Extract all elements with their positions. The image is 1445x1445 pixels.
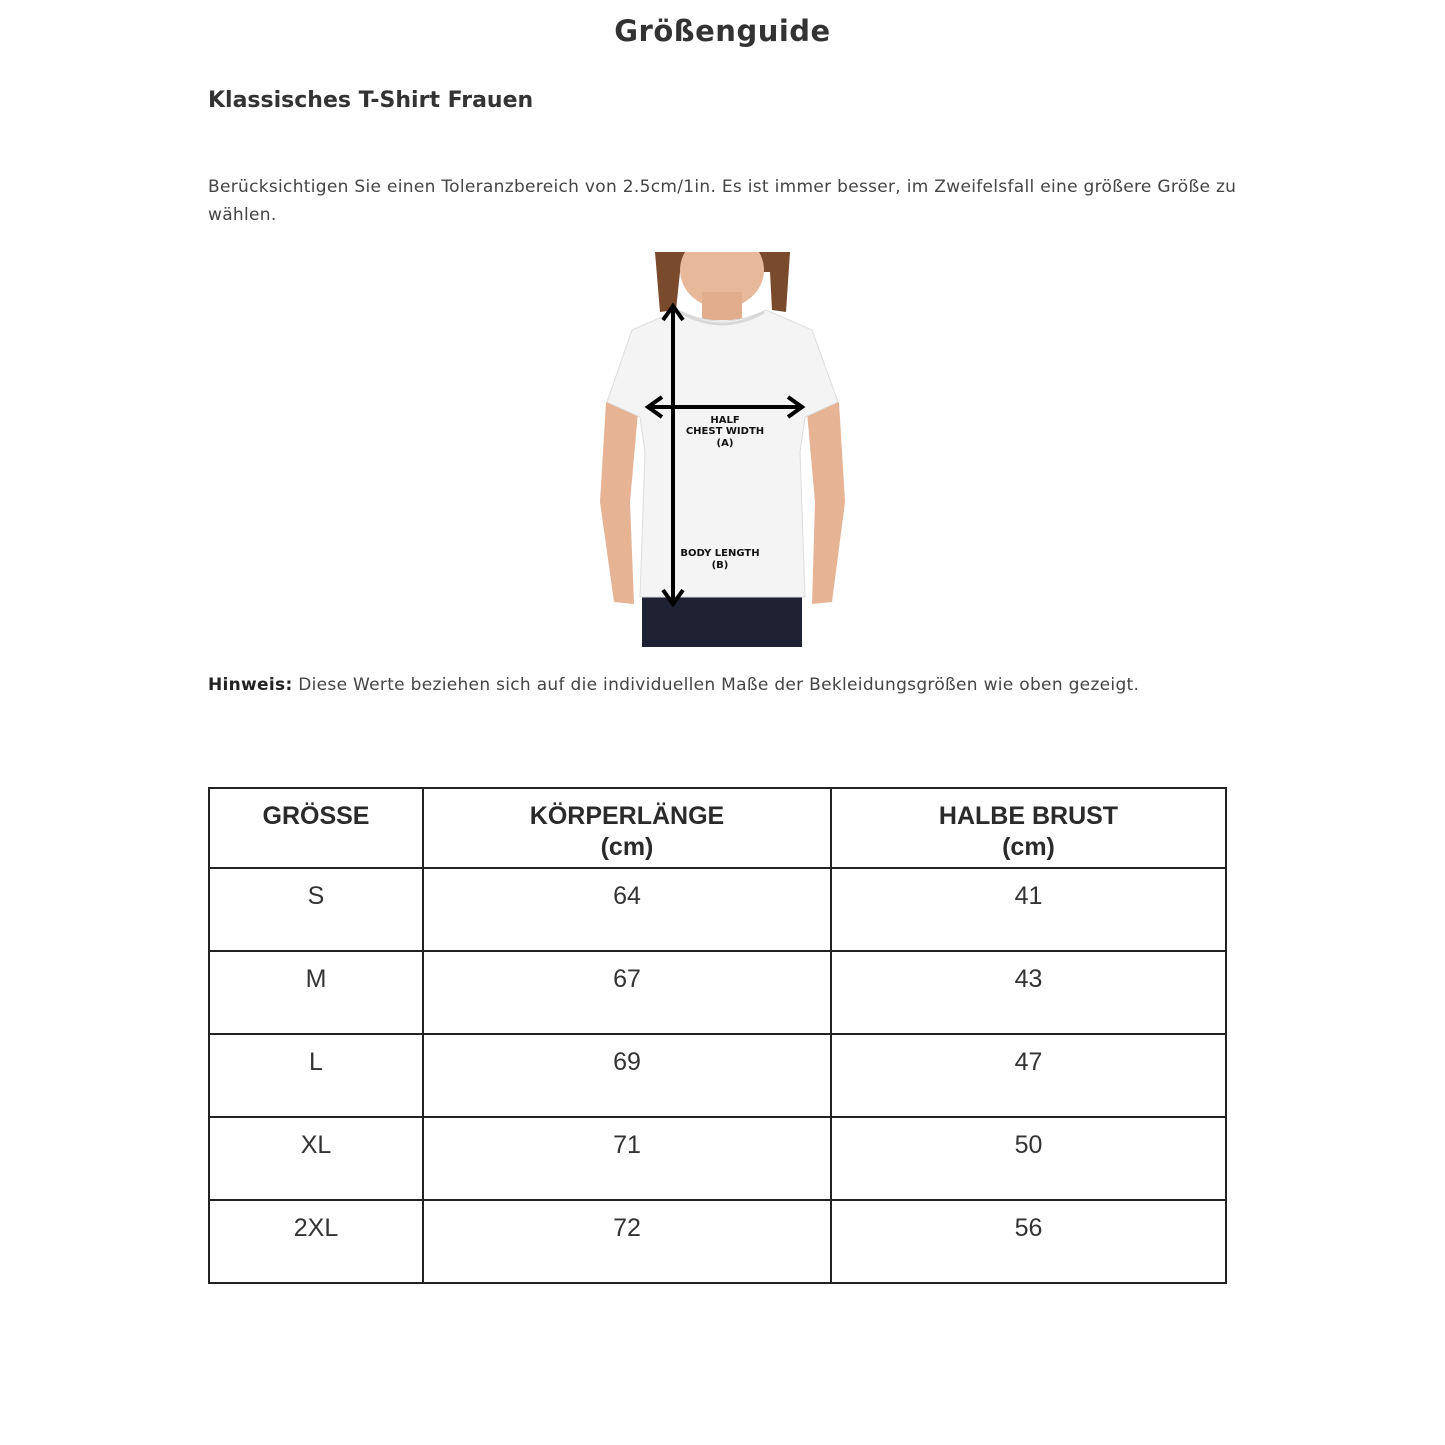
header-size-label: GRÖSSE xyxy=(262,802,370,830)
length-label-line2: (B) xyxy=(711,560,729,571)
header-half-chest xyxy=(831,788,1226,868)
table-row xyxy=(209,1117,1226,1200)
cell-half-chest: 50 xyxy=(831,1117,1226,1200)
header-body-length xyxy=(423,788,831,868)
chest-label-line3: (A) xyxy=(716,438,734,449)
cell-half-chest: 43 xyxy=(831,951,1226,1034)
cell-half-chest: 56 xyxy=(831,1200,1226,1283)
note-text: Diese Werte beziehen sich auf die individuellen Maße der Bekleidungsgrößen wie oben gezeigt. xyxy=(292,675,1140,695)
page-title: Größenguide xyxy=(614,14,831,48)
cell-half-chest: 41 xyxy=(831,868,1226,951)
cell-half-chest: 47 xyxy=(831,1034,1226,1117)
cell-body-length: 67 xyxy=(423,951,831,1034)
cell-body-length: 69 xyxy=(423,1034,831,1117)
header-size xyxy=(209,788,423,868)
cell-size: 2XL xyxy=(209,1200,423,1283)
cell-body-length: 71 xyxy=(423,1117,831,1200)
header-half-chest-unit: (cm) xyxy=(1002,833,1055,861)
header-body-length-label: KÖRPERLÄNGE xyxy=(529,802,725,830)
size-table xyxy=(208,787,1227,1284)
table-row xyxy=(209,1200,1226,1283)
table-row xyxy=(209,951,1226,1034)
tolerance-text: Berücksichtigen Sie einen Toleranzbereich von 2.5cm/1in. Es ist immer besser, im Zweifelsfall eine größere Größe zu wählen. xyxy=(208,177,1237,225)
cell-body-length: 64 xyxy=(423,868,831,951)
chest-label-line1: HALF xyxy=(710,415,740,426)
header-half-chest-label: HALBE BRUST xyxy=(938,802,1119,830)
header-body-length-unit: (cm) xyxy=(600,833,654,861)
cell-size: XL xyxy=(209,1117,423,1200)
table-row xyxy=(209,868,1226,951)
size-measurement-figure xyxy=(600,252,845,647)
table-row xyxy=(209,1034,1226,1117)
cell-body-length: 72 xyxy=(423,1200,831,1283)
note xyxy=(208,675,1139,695)
table-header-row xyxy=(209,788,1226,868)
note-label: Hinweis: xyxy=(208,675,293,695)
cell-size: M xyxy=(209,951,423,1034)
cell-size: L xyxy=(209,1034,423,1117)
product-title: Klassisches T-Shirt Frauen xyxy=(208,88,534,113)
length-label-line1: BODY LENGTH xyxy=(680,548,760,559)
tshirt-model-illustration xyxy=(600,252,845,647)
cell-size: S xyxy=(209,868,423,951)
chest-label-line2: CHEST WIDTH xyxy=(685,426,765,437)
